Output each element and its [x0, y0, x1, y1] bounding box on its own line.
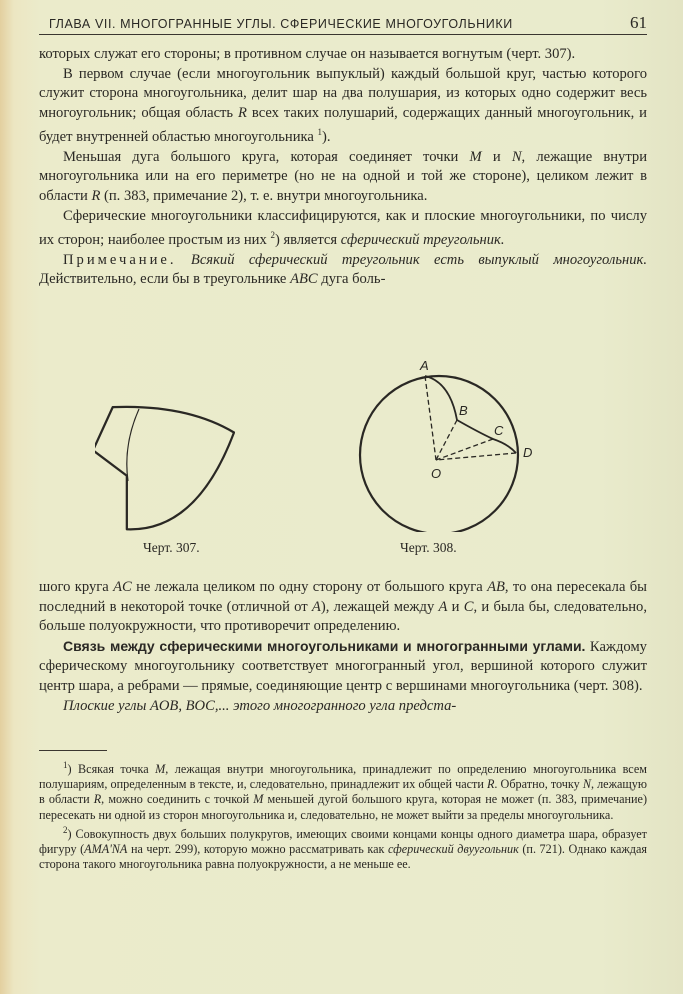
page-number: 61: [630, 13, 647, 32]
term-spherical-triangle: сферический треугольник.: [340, 232, 505, 249]
remark-label: Примечание.: [63, 251, 177, 268]
text-run: и: [447, 598, 464, 615]
term-spherical-digon: сферический двуугольник: [388, 842, 519, 857]
math-M: M: [469, 148, 482, 165]
math-A: A: [438, 598, 448, 615]
text-run: не лежала целиком по одну сторону от большого круга: [131, 579, 488, 595]
text-run: , лежащие внутри многоугольника или на его периметре (но не на одной и той же стороне), целиком лежит в области: [39, 148, 647, 205]
paragraph-6: [39, 578, 647, 637]
math-AB: AB: [487, 579, 505, 595]
remark-statement: Всякий сферический треугольник есть выпуклый многоугольник.: [176, 251, 647, 268]
math-AC: AC: [113, 579, 132, 595]
math-A: A: [311, 598, 321, 615]
text-run: ).: [322, 129, 331, 146]
text-run: Действительно, если бы в треугольнике: [39, 271, 291, 288]
text-run: всех таких полушарий, содержащих данный многоугольник, и будет внутренней областью многоугольника: [39, 104, 647, 146]
running-header: [39, 8, 647, 35]
text-run: , лежащая внутри многоугольника, принадлежит по определению многоугольника всем полушариям, определенным в тексте, и, следовательно, принадлежит их общей части: [39, 762, 647, 792]
label-D: D: [523, 445, 533, 460]
math-C: C: [463, 598, 474, 615]
label-A: A: [420, 358, 429, 373]
paragraph-1: которых служат его стороны; в противном случае он называется вогнутым (черт. 307).: [39, 46, 576, 62]
math-N: N: [511, 148, 522, 165]
label-B: B: [459, 403, 468, 418]
text-run: на черт. 299), которую можно рассматривать как: [127, 842, 389, 857]
text-run: . Обратно, точку: [494, 777, 583, 792]
math-figure-ref: AMA'NA: [84, 842, 128, 857]
text-run: шого круга: [39, 579, 114, 595]
footnotes: [39, 758, 647, 873]
footnote-1: [39, 758, 647, 823]
math-R: R: [486, 777, 495, 792]
math-N: N: [582, 777, 591, 792]
paragraph-8: Плоские углы AOB, BOC,... этого многогранного угла предста-: [63, 697, 457, 714]
paragraph-7: [39, 637, 647, 697]
text-run: ) Совокупность двух больших полукругов, имеющих своими концами концы одного диаметра шара, образует фигуру (: [39, 826, 647, 857]
text-run: , то она пересекала бы последний в некоторой точке (отличной от: [39, 579, 647, 615]
math-M: M: [253, 792, 264, 807]
label-C: C: [494, 423, 504, 438]
text-run: меньшей дугой большого круга, которая не может (п. 383, примечание) пересекать ни одной из сторон многоугольника и, следовательно, не может выйти за пределы многоугольника.: [39, 792, 648, 822]
math-M: M: [155, 762, 166, 777]
figure-307-caption: Черт. 307.: [143, 540, 200, 555]
footnote-ref-2[interactable]: 2: [270, 230, 275, 241]
label-O: O: [431, 466, 442, 481]
paragraph-5: [39, 251, 647, 290]
text-run: , можно соединить с точкой: [101, 792, 254, 807]
text-run: (п. 721). Однако каждая сторона такого многоугольника равна полуокружности, а не меньше ее.: [39, 842, 647, 872]
math-R: R: [91, 188, 101, 205]
text-run: и: [481, 148, 512, 165]
text-run: , и была бы, следовательно, больше полуокружности, что противоречит определению.: [39, 598, 647, 635]
math-ABC: ABC: [290, 271, 318, 288]
chapter-title: ГЛАВА VII. МНОГОГРАННЫЕ УГЛЫ. СФЕРИЧЕСКИЕ МНОГОУГОЛЬНИКИ: [49, 17, 513, 31]
text-run: В первом случае (если многоугольник выпуклый) каждый большой круг, частью которого служит сторона многоугольника, делит шар на два полушария, из которых одно содержит весь многоугольник; общая область: [39, 65, 647, 121]
footnote-2: [39, 823, 647, 873]
text-run: , лежащую в области: [39, 777, 648, 807]
text-run: ), лежащей между: [320, 598, 439, 615]
footnote-ref-1[interactable]: 1: [317, 127, 323, 138]
math-R: R: [238, 104, 247, 121]
text-run: ) является: [274, 232, 341, 249]
figure-307-concave-polygon: [95, 395, 235, 545]
figure-308-caption: Черт. 308.: [400, 540, 457, 555]
footnote-divider: [39, 750, 107, 751]
math-R: R: [93, 792, 102, 807]
main-text-bottom: [39, 578, 647, 716]
paragraph-2: [39, 65, 647, 148]
section-heading-inline: Связь между сферическими многоугольниками и многогранными углами.: [63, 637, 586, 654]
text-run: Сферические многоугольники классифицируются, как и плоские многоугольники, по числу их сторон; наиболее простым из них: [39, 207, 647, 249]
text-run: Меньшая дуга большого круга, которая соединяет точки: [63, 148, 470, 165]
footnote-marker: 1: [63, 760, 68, 770]
text-run: ) Всякая точка: [67, 762, 156, 777]
figure-308-sphere-polygon: [348, 352, 548, 532]
paragraph-3: [39, 148, 647, 207]
text-run: (п. 383, примечание 2), т. е. внутри многоугольника.: [100, 188, 428, 205]
text-run: Каждому сферическому многоугольнику соответствует многогранный угол, вершиной которого служит центр шара, а ребрами — прямые, соединяющие центр с вершинами многоугольника (черт. 308).: [39, 638, 647, 694]
main-text-top: [39, 45, 647, 290]
footnote-marker: 2: [63, 824, 68, 835]
paragraph-4: [39, 207, 647, 251]
text-run: дуга боль-: [317, 271, 386, 288]
